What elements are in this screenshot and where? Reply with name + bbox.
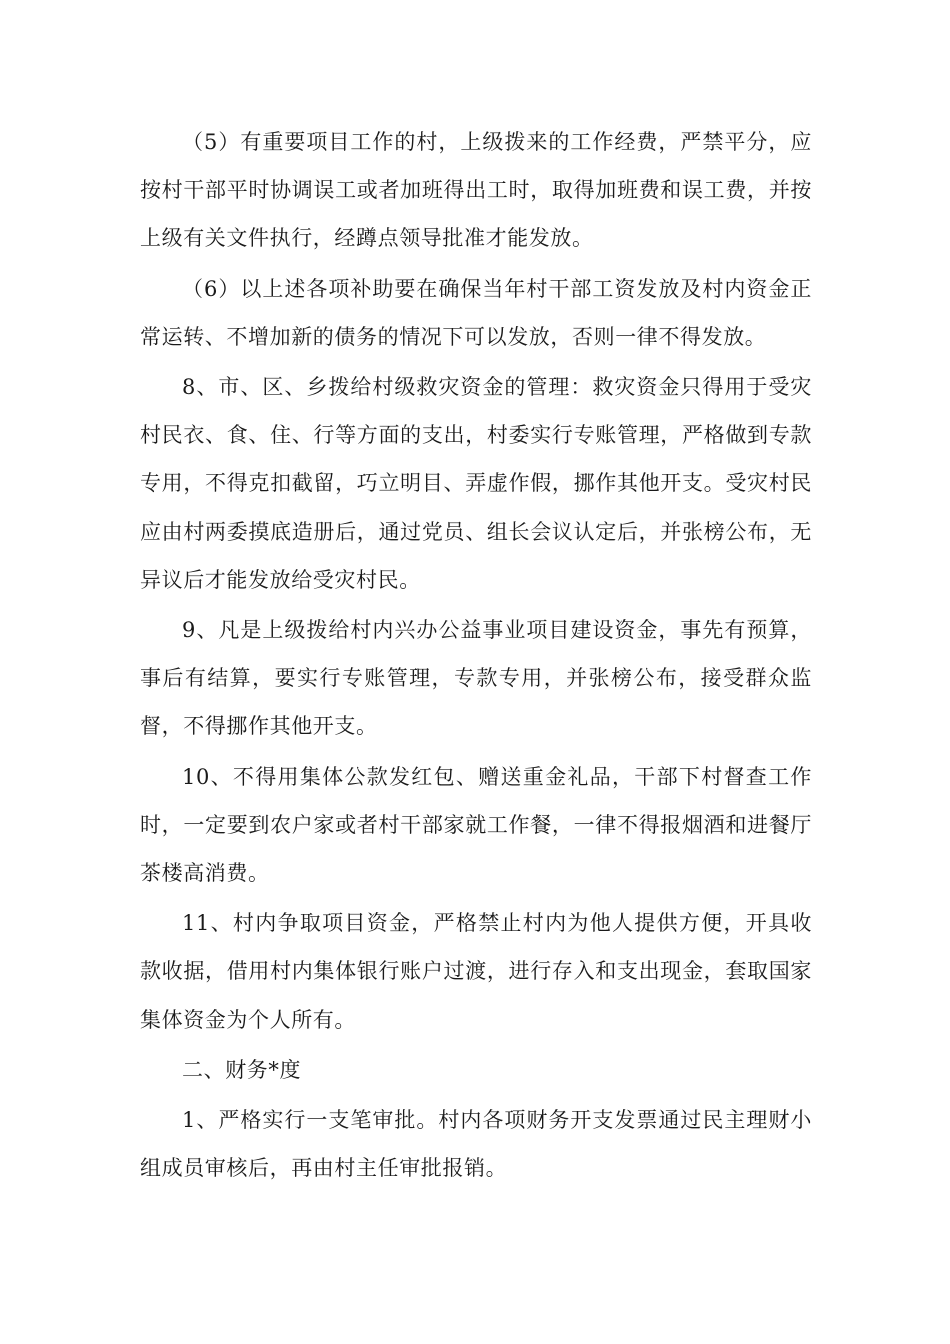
paragraph-10-no-gifts: 10、不得用集体公款发红包、赠送重金礼品，干部下村督查工作时，一定要到农户家或者村干部家就工作餐，一律不得报烟酒和进餐厅茶楼高消费。 bbox=[140, 764, 812, 886]
paragraph-item-6-subsidy: （6）以上述各项补助要在确保当年村干部工资发放及村内资金正常运转、不增加新的债务的情况下可以发放，否则一律不得发放。 bbox=[140, 276, 812, 349]
paragraph-item-5-funding: （5）有重要项目工作的村，上级拨来的工作经费，严禁平分，应按村干部平时协调误工或者加班得出工时，取得加班费和误工费，并按上级有关文件执行，经蹲点领导批准才能发放。 bbox=[140, 130, 812, 251]
paragraph-9-public-projects: 9、凡是上级拨给村内兴办公益事业项目建设资金，事先有预算，事后有结算，要实行专账管理，专款专用，并张榜公布，接受群众监督，不得挪作其他开支。 bbox=[140, 618, 812, 739]
document-body bbox=[140, 118, 812, 1194]
paragraph-1-approval: 1、严格实行一支笔审批。村内各项财务开支发票通过民主理财小组成员审核后，再由村主任审批报销。 bbox=[140, 1108, 812, 1181]
paragraph-11-project-funds: 11、村内争取项目资金，严格禁止村内为他人提供方便，开具收款收据，借用村内集体银行账户过渡，进行存入和支出现金，套取国家集体资金为个人所有。 bbox=[140, 911, 812, 1032]
section-heading-finance: 二、财务*度 bbox=[182, 1057, 302, 1082]
paragraph-8-disaster-relief: 8、市、区、乡拨给村级救灾资金的管理：救灾资金只得用于受灾村民衣、食、住、行等方面的支出，村委实行专账管理，严格做到专款专用，不得克扣截留，巧立明目、弄虚作假，挪作其他开支。受灾村民应由村两委摸底造册后，通过党员、组长会议认定后，并张榜公布，无异议后才能发放给受灾村民。 bbox=[140, 375, 812, 592]
